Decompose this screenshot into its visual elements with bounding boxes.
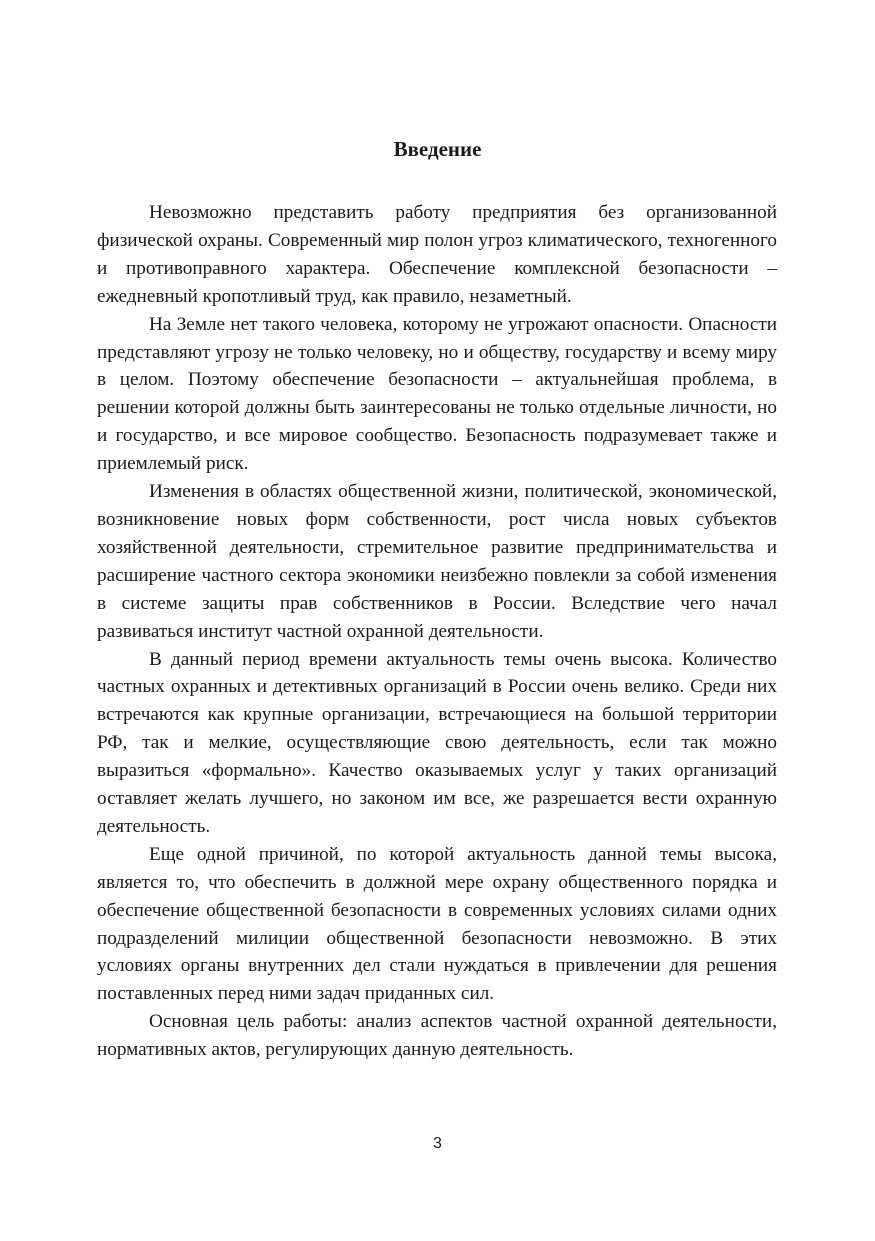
paragraph-4: В данный период времени актуальность темы очень высока. Количество частных охранных и детективных организаций в России очень велико. Среди них встречаются как крупные организации, встречающиеся на большой территории РФ, так и мелкие, осуществляющие свою деятельность, если так можно выразиться «формально». Качество оказываемых услуг у таких организаций оставляет желать лучшего, но законом им все, же разрешается вести охранную деятельность. bbox=[97, 648, 777, 837]
body-text bbox=[97, 199, 777, 1064]
paragraph-6: Основная цель работы: анализ аспектов частной охранной деятельности, нормативных актов, регулирующих данную деятельность. bbox=[97, 1011, 777, 1061]
page-number: 3 bbox=[433, 1135, 442, 1152]
paragraph-2: На Земле нет такого человека, которому не угрожают опасности. Опасности представляют угрозу не только человеку, но и обществу, государству и всему миру в целом. Поэтому обеспечение безопасности – актуальнейшая проблема, в решении которой должны быть заинтересованы не только отдельные личности, но и государство, и все мировое сообщество. Безопасность подразумевает также и приемлемый риск. bbox=[97, 313, 777, 475]
paragraph-3: Изменения в областях общественной жизни, политической, экономической, возникновение новых форм собственности, рост числа новых субъектов хозяйственной деятельности, стремительное развитие предпринимательства и расширение частного сектора экономики неизбежно повлекли за собой изменения в системе защиты прав собственников в России. Вследствие чего начал развиваться институт частной охранной деятельности. bbox=[97, 481, 777, 642]
paragraph-1: Невозможно представить работу предприятия без организованной физической охраны. Современный мир полон угроз климатического, техногенного и противоправного характера. Обеспечение комплексной безопасности – ежедневный кропотливый труд, как правило, незаметный. bbox=[97, 202, 777, 307]
section-title: Введение bbox=[393, 137, 482, 161]
paragraph-5: Еще одной причиной, по которой актуальность данной темы высока, является то, что обеспечить в должной мере охрану общественного порядка и обеспечение общественной безопасности в современных условиях силами одних подразделений милиции общественной безопасности невозможно. В этих условиях органы внутренних дел стали нуждаться в привлечении для решения поставленных перед ними задач приданных сил. bbox=[97, 843, 777, 1005]
